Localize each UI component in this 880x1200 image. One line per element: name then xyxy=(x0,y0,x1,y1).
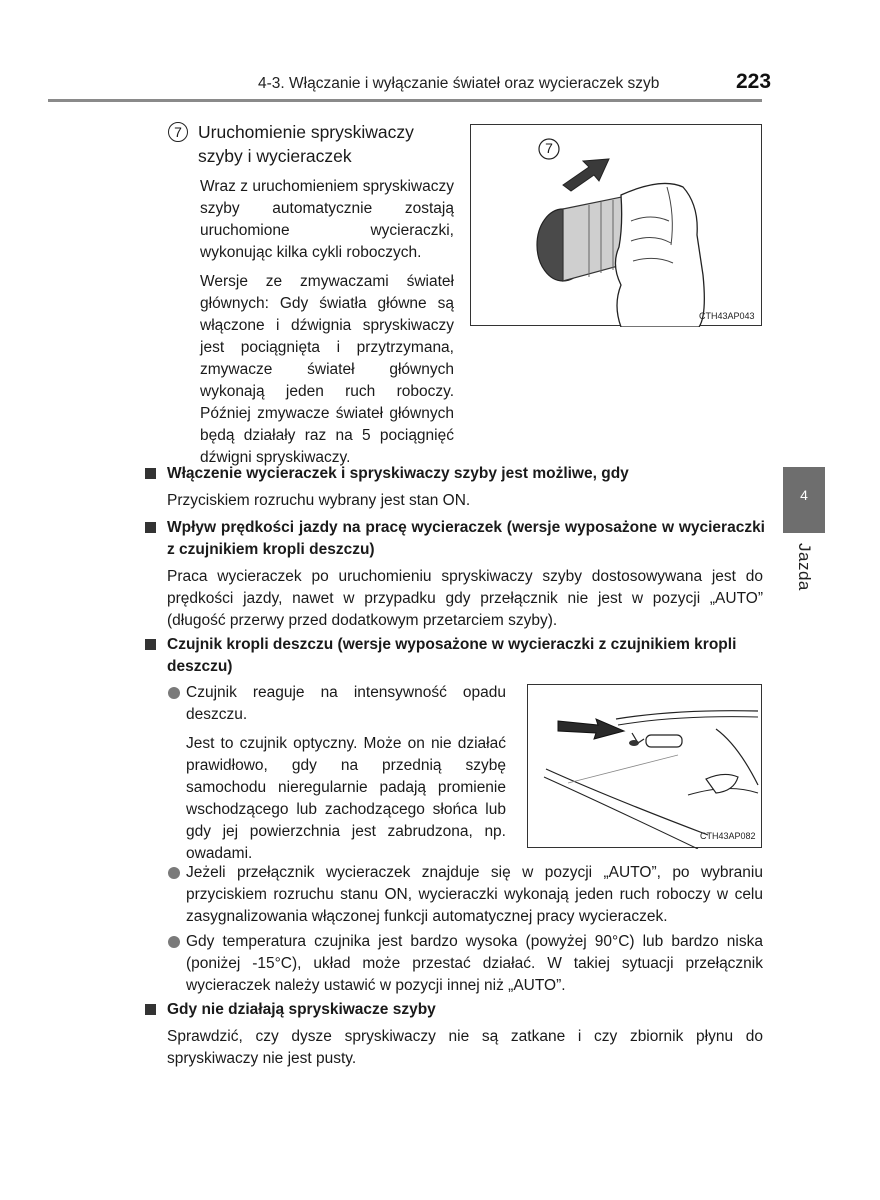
bullet-1-continued: Jest to czujnik optyczny. Może on nie działać prawidłowo, gdy na przednią szybę samochodu nieregularnie padają promienie wschodzącego lub zachodzącego słońca lub gdy jej powierzchnia jest zabrudzona, np. owadami. xyxy=(186,735,506,862)
section-1-body: Przyciskiem rozruchu wybrany jest stan ON. xyxy=(167,492,471,509)
round-bullet-icon xyxy=(168,936,180,948)
hand-icon xyxy=(615,183,704,327)
item-7-paragraph-1: Wraz z uruchomieniem spryskiwaczy szyby automatycznie zostają uruchomione wycieraczki, wykonując kilka cykli roboczych. xyxy=(200,178,454,261)
rain-sensor-illustration xyxy=(527,684,762,848)
running-header: 4-3. Włączanie i wyłączanie świateł oraz wycieraczek szyb xyxy=(258,75,660,92)
section-3-title: Czujnik kropli deszczu (wersje wyposażone w wycieraczki z czujnikiem kropli deszczu) xyxy=(145,634,765,678)
bullet-2-text: Jeżeli przełącznik wycieraczek znajduje się w pozycji „AUTO”, po wybraniu przyciskiem rozruchu stanu ON, wycieraczki wykonają jeden ruch roboczy w celu zasygnalizowania włączonej funkcji automatycznej pracy wycieraczek. xyxy=(186,864,763,925)
section-2-body: Praca wycieraczek po uruchomieniu spryskiwaczy szyby dostosowywana jest do prędkości jazdy, nawet w przypadku gdy przełącznik nie jest w pozycji „AUTO” (długość przerwy przed dodatkowym przetarciem szyby). xyxy=(167,568,763,629)
section-1-title: Włączenie wycieraczek i spryskiwaczy szyby jest możliwe, gdy xyxy=(145,463,765,485)
square-bullet-icon xyxy=(145,639,156,650)
rain-sensor-bullet-3 xyxy=(186,931,763,997)
rain-sensor-icon xyxy=(629,740,639,746)
section-4-title: Gdy nie działają spryskiwacze szyby xyxy=(145,999,765,1021)
item-7-washer xyxy=(168,120,458,469)
item-number-badge: 7 xyxy=(168,122,188,142)
figure-1-callout: 7 xyxy=(545,140,553,156)
square-bullet-icon xyxy=(145,522,156,533)
page-number: 223 xyxy=(736,70,772,93)
rearview-mirror-icon xyxy=(646,735,682,747)
chapter-label-text: Jazda xyxy=(795,543,814,591)
square-bullet-icon xyxy=(145,468,156,479)
header-divider xyxy=(48,99,762,102)
bullet-1-text: Czujnik reaguje na intensywność opadu deszczu. xyxy=(186,684,506,723)
chapter-number: 4 xyxy=(800,487,808,503)
wiper-lever-drawing xyxy=(471,125,763,327)
item-7-title: Uruchomienie spryskiwaczy szyby i wycieraczek xyxy=(198,122,414,166)
square-bullet-icon xyxy=(145,1004,156,1015)
rain-sensor-bullet-2 xyxy=(186,862,763,928)
section-2-title: Wpływ prędkości jazdy na pracę wycieraczek (wersje wyposażone w wycieraczki z czujnikiem kropli deszczu) xyxy=(145,517,765,561)
round-bullet-icon xyxy=(168,867,180,879)
chapter-label xyxy=(780,543,830,603)
rain-sensor-bullet-1 xyxy=(186,682,506,865)
item-7-body xyxy=(200,176,454,469)
windshield-drawing xyxy=(528,685,763,849)
wiper-lever-illustration xyxy=(470,124,762,326)
item-7-paragraph-2: Wersje ze zmywaczami świateł głównych: Gdy światła główne są włączone i dźwignia spryskiwaczy jest pociągnięta i przytrzymana, zmywacze świateł głównych wykonają jeden ruch roboczy. Później zmywacze świateł głównych będą działały raz na 5 pociągnięć dźwigni spryskiwaczy. xyxy=(200,273,454,466)
section-4-body: Sprawdzić, czy dysze spryskiwaczy nie są zatkane i czy zbiornik płynu do spryskiwaczy nie jest pusty. xyxy=(167,1028,763,1067)
chapter-tab xyxy=(783,467,825,533)
pointer-arrow-icon xyxy=(558,719,624,739)
bullet-3-text: Gdy temperatura czujnika jest bardzo wysoka (powyżej 90°C) lub bardzo niska (poniżej -15°C), układ może przestać działać. W takiej sytuacji przełącznik wycieraczek należy ustawić w pozycji innej niż „AUTO”. xyxy=(186,933,763,994)
figure-1-code: CTH43AP043 xyxy=(699,311,755,321)
figure-2-code: CTH43AP082 xyxy=(700,831,756,841)
item-7-heading xyxy=(168,120,458,168)
round-bullet-icon xyxy=(168,687,180,699)
pull-arrow-icon xyxy=(563,159,609,191)
